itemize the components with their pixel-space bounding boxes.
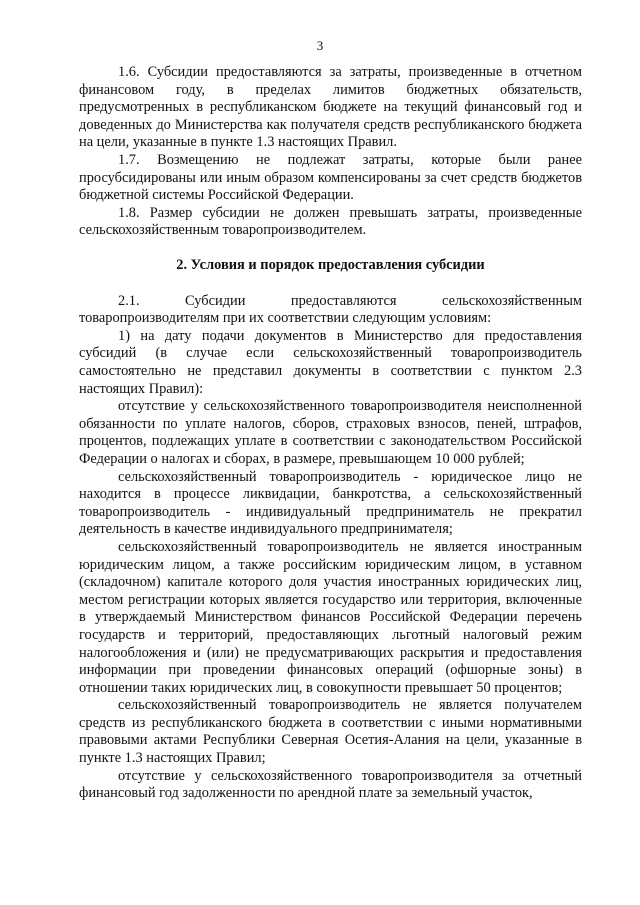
paragraph-1-6: 1.6. Субсидии предоставляются за затраты, произведенные в отчетном финансовом году, в пределах лимитов бюджетных обязательств, предусмотренных в республиканском бюджете на текущий финансовый год и доведенных до Министерства как получателя средств республиканского бюджета на цели, указанные в пункте 1.3 настоящих Правил.	[79, 64, 582, 151]
paragraph-no-tax-debt: отсутствие у сельскохозяйственного товаропроизводителя неисполненной обязанности по уплате налогов, сборов, страховых взносов, пеней, штрафов, процентов, подлежащих уплате в соответствии с законодательством Российской Федерации о налогах и сборах, в размере, превышающем 10 000 рублей;	[79, 398, 582, 467]
paragraph-1-7: 1.7. Возмещению не подлежат затраты, которые были ранее просубсидированы или иным образом компенсированы за счет средств бюджетов бюджетной системы Российской Федерации.	[79, 151, 582, 204]
page-number: 3	[316, 38, 324, 53]
paragraph-no-rent-debt: отсутствие у сельскохозяйственного товаропроизводителя за отчетный финансовый год задолженности по арендной плате за земельный участок,	[79, 767, 582, 802]
paragraph-2-1: 2.1. Субсидии предоставляются сельскохозяйственным товаропроизводителям при их соответствии следующим условиям:	[79, 292, 582, 327]
section-heading: 2. Условия и порядок предоставления субсидии	[176, 257, 485, 274]
paragraph-condition-1: 1) на дату подачи документов в Министерство для предоставления субсидий (в случае если сельскохозяйственный товаропроизводитель самостоятельно не представил документы в соответствии с пунктом 2.3 настоящих Правил):	[79, 327, 582, 397]
paragraph-not-other-recipient: сельскохозяйственный товаропроизводитель не является получателем средств из республиканского бюджета в соответствии с иными нормативными правовыми актами Республики Северная Осетия-Алания на цели, указанные в пункте 1.3 настоящих Правил;	[79, 697, 582, 767]
paragraph-no-liquidation: сельскохозяйственный товаропроизводитель - юридическое лицо не находится в процессе ликвидации, банкротства, а сельскохозяйственный товаропроизводитель - индивидуальный предприниматель не прекратил деятельность в качестве индивидуального предпринимателя;	[79, 468, 582, 538]
paragraph-not-foreign-entity: сельскохозяйственный товаропроизводитель не является иностранным юридическим лицом, а также российским юридическим лицом, в уставном (складочном) капитале которого доля участия иностранных юридических лиц, местом регистрации которых является государство или территория, включенные в утверждаемый Министерством финансов Российской Федерации перечень государств и территорий, предоставляющих льготный налоговый режим налогообложения и (или) не предусматривающих раскрытия и предоставления информации при проведении финансовых операций (офшорные зоны) в отношении таких юридических лиц, в совокупности превышает 50 процентов;	[79, 538, 582, 696]
paragraph-1-8: 1.8. Размер субсидии не должен превышать затраты, произведенные сельскохозяйственным товаропроизводителем.	[79, 204, 582, 239]
document-body	[79, 64, 582, 803]
